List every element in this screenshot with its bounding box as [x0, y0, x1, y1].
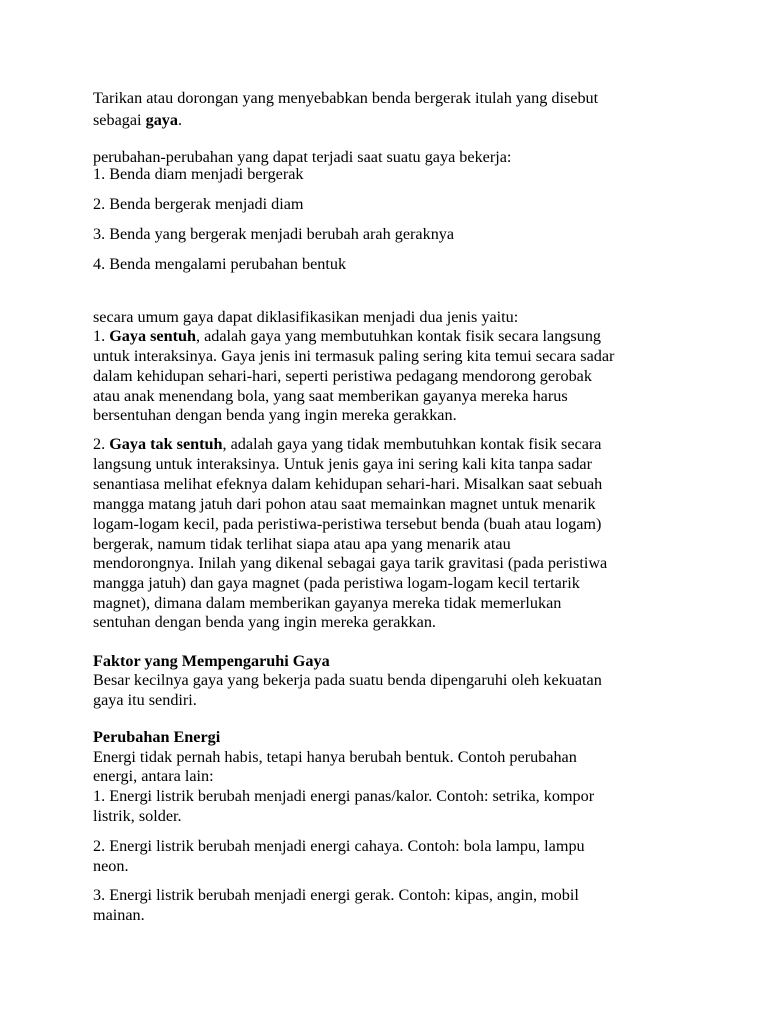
contact-force-first-line	[93, 326, 601, 346]
contact-force-line: bersentuhan dengan benda yang ingin mereka gerakkan.	[93, 406, 457, 424]
energy-intro-line: Energi tidak pernah habis, tetapi hanya berubah bentuk. Contoh perubahan	[93, 748, 577, 766]
noncontact-force-line: mangga jatuh) dan gaya magnet (pada peristiwa logam-logam kecil tertarik	[93, 574, 580, 592]
energy-item-1-line-1: 1. Energi listrik berubah menjadi energi panas/kalor. Contoh: setrika, kompor	[93, 787, 595, 805]
intro-line-1: Tarikan atau dorongan yang menyebabkan benda bergerak itulah yang disebut	[93, 89, 599, 107]
noncontact-force-number: 2.	[93, 435, 110, 453]
classification-lead: secara umum gaya dapat diklasifikasikan menjadi dua jenis yaitu:	[93, 308, 519, 326]
noncontact-force-term: Gaya tak sentuh	[109, 435, 223, 453]
energy-intro-line: energi, antara lain:	[93, 767, 214, 785]
energy-item-3-line-1: 3. Energi listrik berubah menjadi energi gerak. Contoh: kipas, angin, mobil	[93, 886, 579, 904]
noncontact-force-definition: , adalah gaya yang tidak membutuhkan kontak fisik secara	[222, 435, 602, 453]
energy-item-1-line-2: listrik, solder.	[93, 807, 182, 825]
noncontact-force-first-line	[93, 434, 601, 454]
contact-force-term: Gaya sentuh	[109, 327, 196, 345]
noncontact-force-line: magnet), dimana dalam memberikan gayanya mereka tidak memerlukan	[93, 594, 562, 612]
changes-lead: perubahan-perubahan yang dapat terjadi saat suatu gaya bekerja:	[93, 148, 512, 166]
factors-line: Besar kecilnya gaya yang bekerja pada suatu benda dipengaruhi oleh kekuatan	[93, 671, 602, 689]
noncontact-force-line: logam-logam kecil, pada peristiwa-peristiwa tersebut benda (buah atau logam)	[93, 515, 602, 533]
contact-force-line: untuk interaksinya. Gaya jenis ini termasuk paling sering kita temui secara sadar	[93, 347, 615, 365]
contact-force-line: dalam kehidupan sehari-hari, seperti peristiwa pedagang mendorong gerobak	[93, 367, 592, 385]
energy-heading: Perubahan Energi	[93, 728, 221, 746]
contact-force-line: atau anak menendang bola, yang saat memberikan gayanya mereka harus	[93, 387, 568, 405]
factors-line: gaya itu sendiri.	[93, 691, 197, 709]
intro-line-2-suffix: .	[177, 111, 183, 129]
intro-term-gaya: gaya	[145, 111, 178, 129]
changes-item-2: 2. Benda bergerak menjadi diam	[93, 195, 304, 213]
contact-force-definition: , adalah gaya yang membutuhkan kontak fisik secara langsung	[196, 327, 602, 345]
changes-item-3: 3. Benda yang bergerak menjadi berubah arah geraknya	[93, 225, 455, 243]
noncontact-force-line: sentuhan dengan benda yang ingin mereka gerakkan.	[93, 613, 436, 631]
changes-item-4: 4. Benda mengalami perubahan bentuk	[93, 255, 347, 273]
energy-item-2-line-1: 2. Energi listrik berubah menjadi energi cahaya. Contoh: bola lampu, lampu	[93, 837, 585, 855]
contact-force-number: 1.	[93, 327, 110, 345]
intro-line-2-prefix: sebagai	[93, 111, 146, 129]
noncontact-force-line: bergerak, namum tidak terlihat siapa atau apa yang menarik atau	[93, 535, 511, 553]
noncontact-force-line: senantiasa melihat efeknya dalam kehidupan sehari-hari. Misalkan saat sebuah	[93, 475, 603, 493]
noncontact-force-line: mendorongnya. Inilah yang dikenal sebagai gaya tarik gravitasi (pada peristiwa	[93, 554, 608, 572]
factors-heading: Faktor yang Mempengaruhi Gaya	[93, 652, 330, 670]
noncontact-force-line: langsung untuk interaksinya. Untuk jenis gaya ini sering kali kita tanpa sadar	[93, 455, 592, 473]
intro-line-2	[93, 110, 182, 130]
noncontact-force-line: mangga matang jatuh dari pohon atau saat memainkan magnet untuk menarik	[93, 495, 596, 513]
energy-item-2-line-2: neon.	[93, 857, 129, 875]
changes-item-1: 1. Benda diam menjadi bergerak	[93, 165, 304, 183]
energy-item-3-line-2: mainan.	[93, 906, 145, 924]
